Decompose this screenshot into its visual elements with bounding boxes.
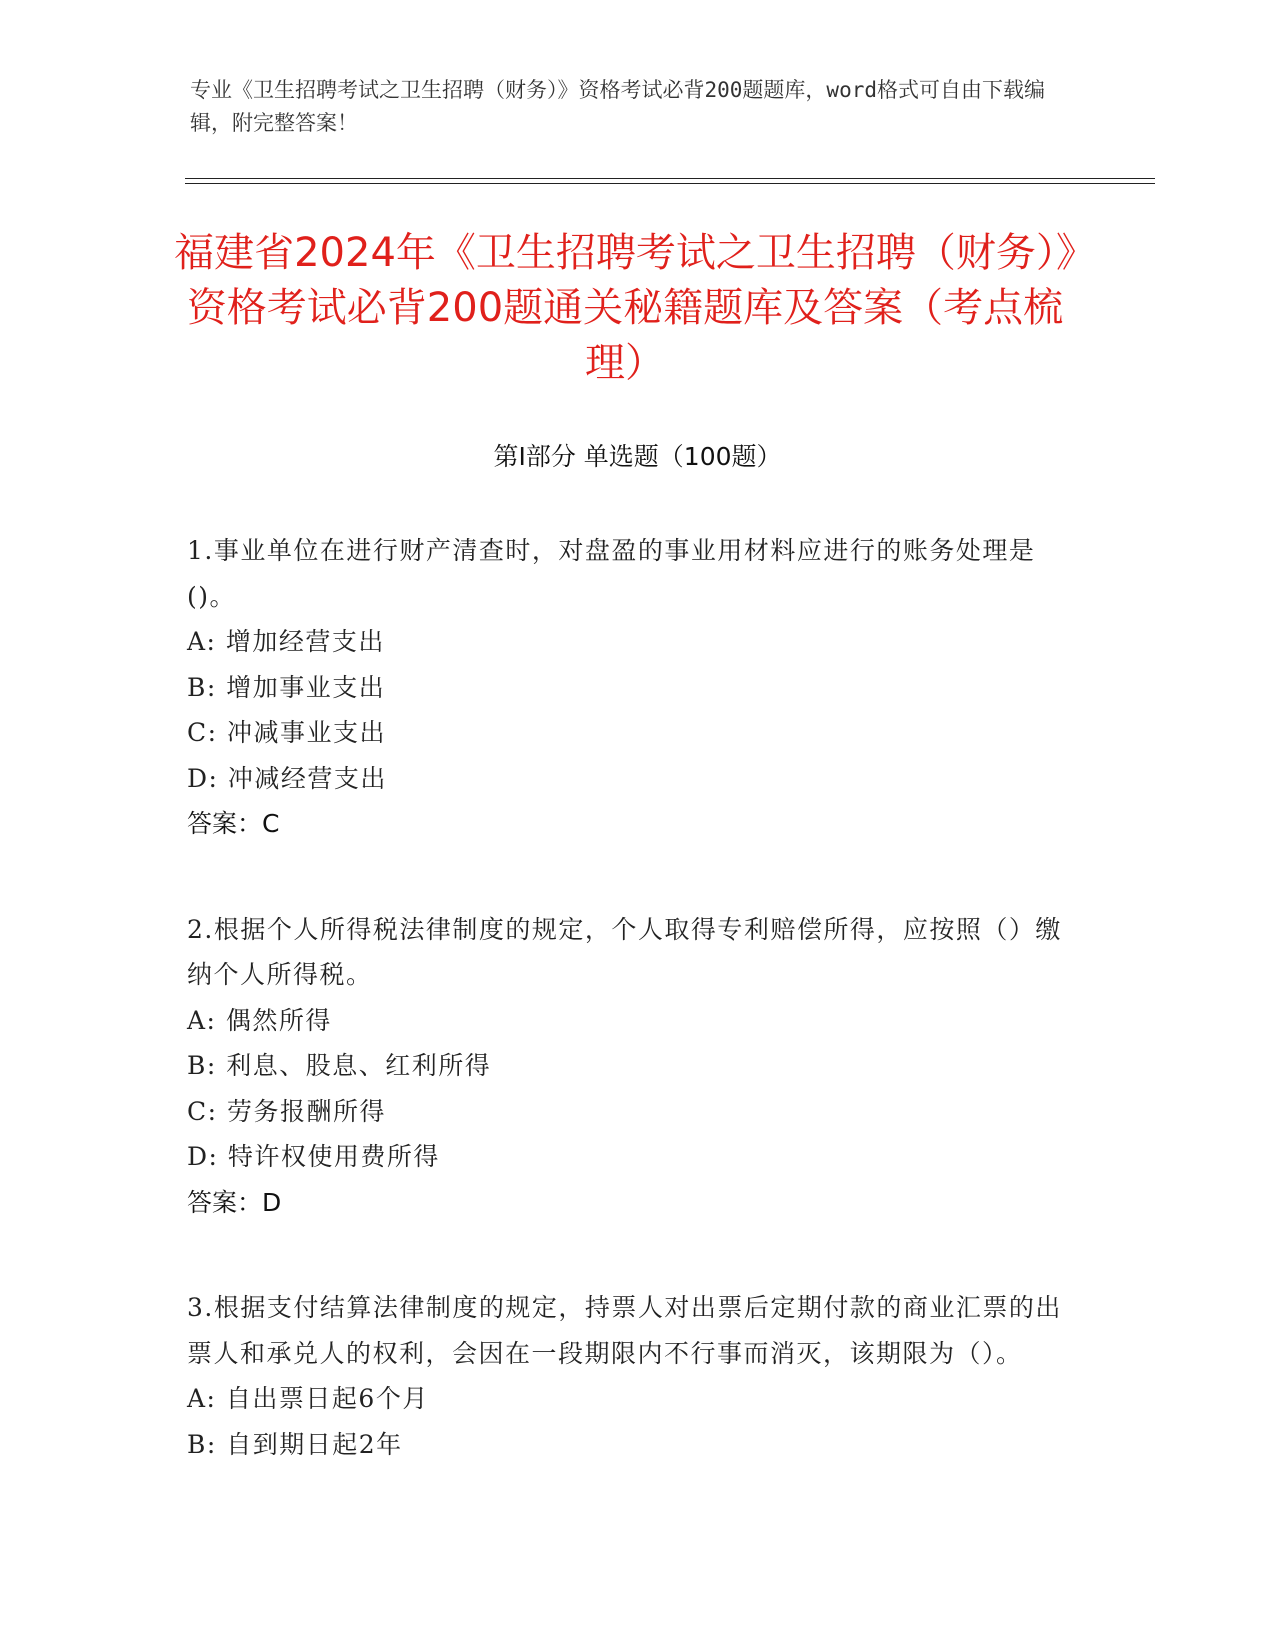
question-item [187,528,1067,847]
option-d: D: 冲减经营支出 [187,763,387,793]
answer-key: 答案：C [187,809,280,838]
option-b: B: 自到期日起2年 [187,1429,403,1459]
option-d: D: 特许权使用费所得 [187,1142,440,1171]
option-a: A: 偶然所得 [187,1005,332,1035]
header-divider-line [185,178,1155,179]
option-c: C: 冲减事业支出 [187,718,386,747]
option-b: B: 利息、股息、红利所得 [187,1051,492,1080]
question-list [187,528,1067,1527]
question-stem: 3.根据支付结算法律制度的规定，持票人对出票后定期付款的商业汇票的出票人和承兑人的权利，会因在一段期限内不行事而消灭，该期限为（）。 [187,1293,1062,1368]
question-item [187,907,1067,1226]
document-header-note: 专业《卫生招聘考试之卫生招聘（财务）》资格考试必背200题题库，word格式可自由下载编辑，附完整答案！ [190,78,1045,135]
question-stem: 2.根据个人所得税法律制度的规定，个人取得专利赔偿所得，应按照（）缴纳个人所得税。 [187,914,1062,989]
section-title: 第Ⅰ部分 单选题（100题） [493,442,782,471]
option-a: A: 增加经营支出 [187,627,385,656]
question-item [187,1285,1067,1467]
answer-key: 答案：D [187,1187,282,1217]
question-stem: 1.事业单位在进行财产清查时，对盘盈的事业用材料应进行的账务处理是()。 [187,536,1036,611]
document-title: 福建省2024年《卫生招聘考试之卫生招聘（财务）》资格考试必背200题通关秘籍题库及答案（考点梳理） [174,230,1076,386]
option-a: A: 自出票日起6个月 [187,1384,429,1413]
option-c: C: 劳务报酬所得 [187,1096,386,1126]
option-b: B: 增加事业支出 [187,672,386,702]
header-divider-line [185,183,1155,184]
